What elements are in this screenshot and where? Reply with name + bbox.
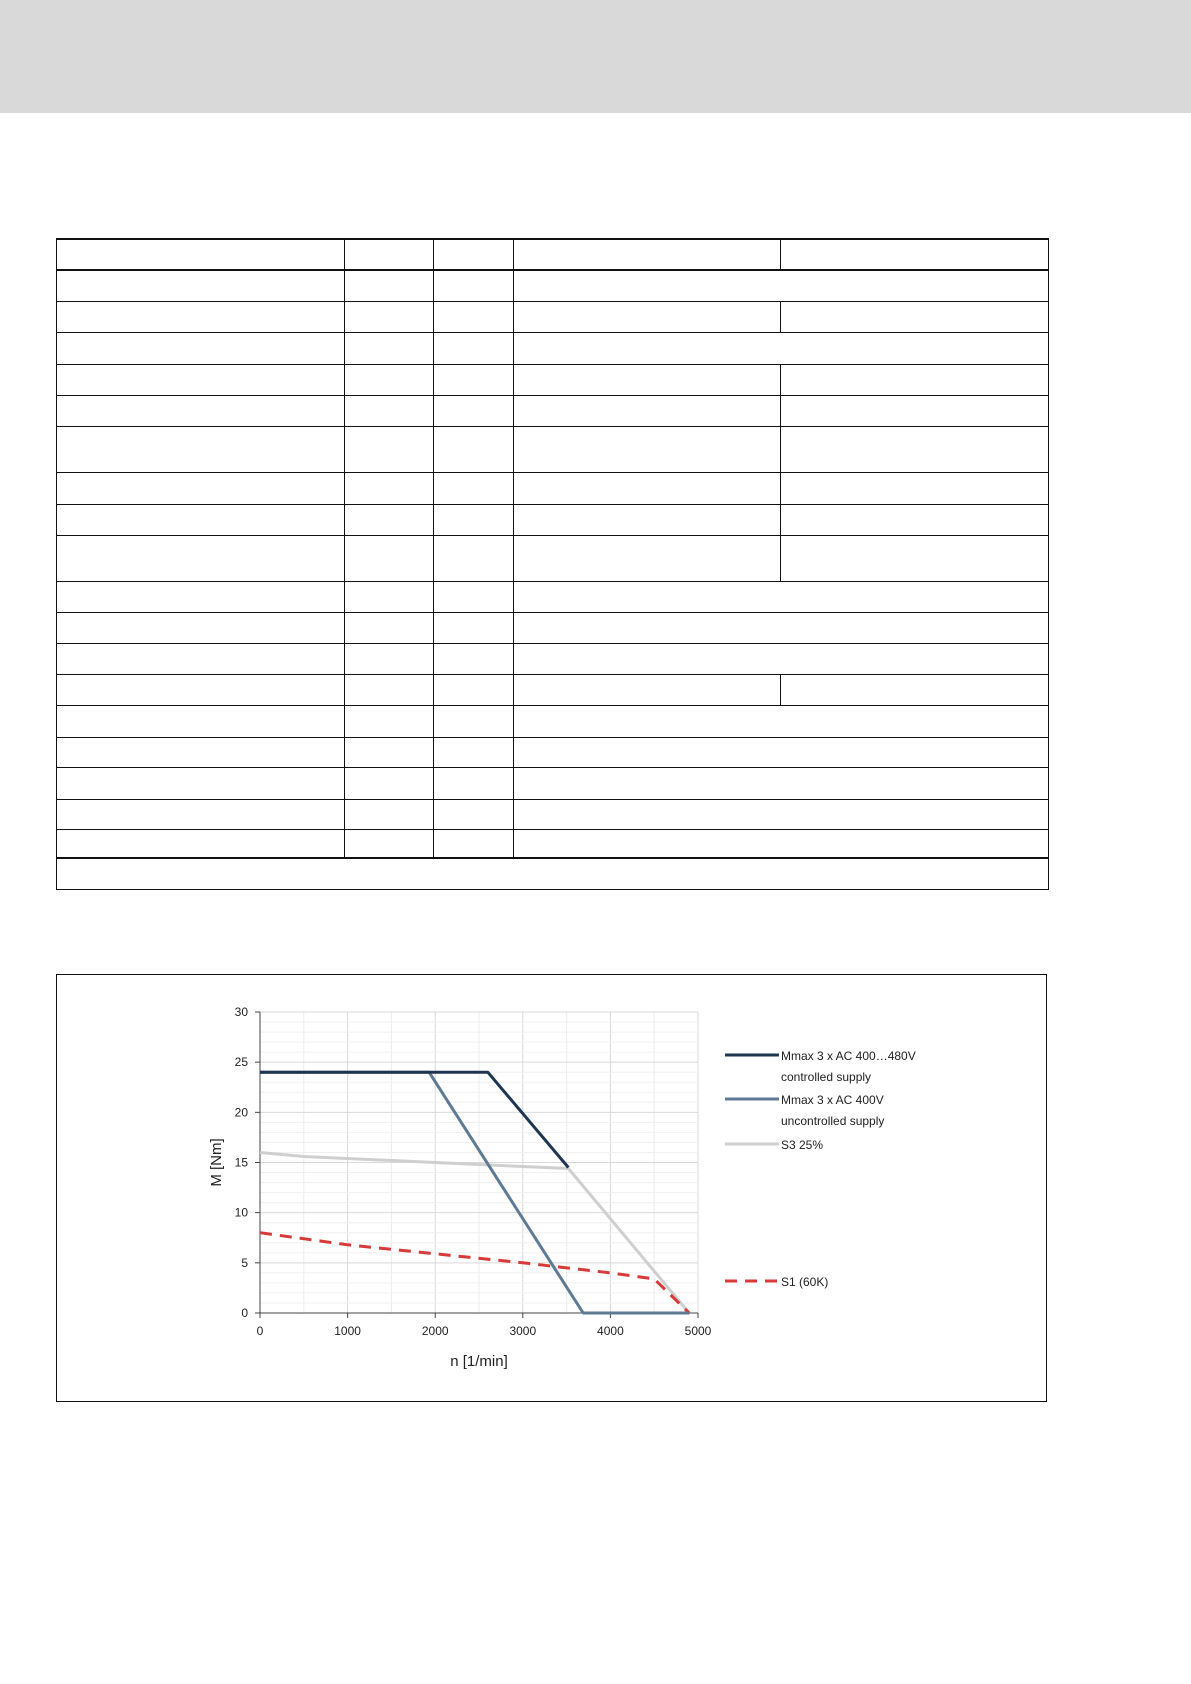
table-cell <box>57 332 345 364</box>
y-axis-label: M [Nm] <box>208 1138 225 1187</box>
series-line <box>260 1072 568 1167</box>
table-cell <box>514 270 1049 301</box>
y-tick-label: 5 <box>241 1255 248 1270</box>
table-cell <box>781 239 1049 270</box>
table-cell <box>514 674 781 705</box>
table-row <box>57 829 1049 858</box>
table-cell <box>514 737 1049 767</box>
table-cell <box>514 301 781 332</box>
table-cell <box>781 426 1049 472</box>
table-cell <box>57 858 1049 889</box>
table-cell <box>345 270 434 301</box>
table-cell <box>345 799 434 829</box>
legend-entry: Mmax 3 x AC 400…480V <box>781 1049 916 1063</box>
table-row <box>57 364 1049 395</box>
y-tick-label: 15 <box>234 1155 248 1170</box>
table-row <box>57 239 1049 270</box>
table-row <box>57 535 1049 581</box>
x-tick-label: 1000 <box>334 1324 361 1338</box>
table-row <box>57 332 1049 364</box>
y-tick-label: 25 <box>234 1055 248 1070</box>
table-cell <box>781 472 1049 504</box>
table-cell <box>781 364 1049 395</box>
table-row <box>57 799 1049 829</box>
page-header-band <box>0 0 1191 113</box>
table-cell <box>57 643 345 674</box>
table-cell <box>434 504 514 535</box>
table-cell <box>514 767 1049 799</box>
table-cell <box>514 332 1049 364</box>
table-row <box>57 395 1049 426</box>
table-cell <box>514 799 1049 829</box>
table-cell <box>345 829 434 858</box>
table-cell <box>434 472 514 504</box>
table-cell <box>434 239 514 270</box>
table-cell <box>434 829 514 858</box>
legend-entry: S1 (60K) <box>781 1275 829 1289</box>
y-tick-label: 10 <box>234 1205 248 1220</box>
x-tick-label: 4000 <box>597 1324 624 1338</box>
torque-speed-chart-frame <box>56 974 1047 1402</box>
table-row <box>57 504 1049 535</box>
table-cell <box>434 301 514 332</box>
y-tick-label: 0 <box>241 1306 248 1320</box>
table-cell <box>434 767 514 799</box>
x-tick-label: 5000 <box>684 1324 712 1338</box>
y-tick-label: 20 <box>234 1105 248 1120</box>
table-row <box>57 581 1049 612</box>
table-cell <box>434 737 514 767</box>
torque-speed-chart <box>57 975 1048 1403</box>
y-tick-label: 30 <box>234 1005 248 1019</box>
table-row <box>57 858 1049 889</box>
table-cell <box>345 364 434 395</box>
table-cell <box>57 395 345 426</box>
table-cell <box>345 239 434 270</box>
table-cell <box>345 426 434 472</box>
table-cell <box>434 426 514 472</box>
table-row <box>57 705 1049 737</box>
table-row <box>57 737 1049 767</box>
table-cell <box>57 737 345 767</box>
table-cell <box>514 472 781 504</box>
table-cell <box>514 705 1049 737</box>
table-cell <box>781 301 1049 332</box>
table-cell <box>434 674 514 705</box>
table-cell <box>345 535 434 581</box>
table-cell <box>781 395 1049 426</box>
x-tick-label: 2000 <box>421 1324 449 1338</box>
table-cell <box>434 643 514 674</box>
table-cell <box>345 705 434 737</box>
table-cell <box>514 504 781 535</box>
table-cell <box>345 504 434 535</box>
table-cell <box>514 581 1049 612</box>
table-row <box>57 301 1049 332</box>
table-cell <box>345 581 434 612</box>
table-cell <box>781 674 1049 705</box>
table-cell <box>57 472 345 504</box>
table-cell <box>514 643 1049 674</box>
table-cell <box>514 829 1049 858</box>
table-cell <box>514 395 781 426</box>
table-cell <box>781 535 1049 581</box>
x-tick-label: 3000 <box>509 1324 537 1338</box>
table-row <box>57 472 1049 504</box>
table-cell <box>345 612 434 643</box>
table-cell <box>345 674 434 705</box>
legend-entry: controlled supply <box>781 1070 872 1084</box>
spec-table <box>56 238 1049 890</box>
table-cell <box>57 767 345 799</box>
table-cell <box>434 705 514 737</box>
table-cell <box>345 643 434 674</box>
table-cell <box>57 829 345 858</box>
table-cell <box>434 799 514 829</box>
table-cell <box>57 270 345 301</box>
table-row <box>57 643 1049 674</box>
table-cell <box>57 581 345 612</box>
x-axis-label: n [1/min] <box>450 1353 508 1370</box>
table-cell <box>514 426 781 472</box>
table-cell <box>57 612 345 643</box>
table-cell <box>57 674 345 705</box>
legend-entry: Mmax 3 x AC 400V <box>781 1093 884 1107</box>
table-cell <box>57 705 345 737</box>
table-cell <box>57 504 345 535</box>
table-cell <box>57 799 345 829</box>
table-cell <box>514 612 1049 643</box>
table-cell <box>514 364 781 395</box>
table-row <box>57 674 1049 705</box>
table-cell <box>57 301 345 332</box>
table-cell <box>57 239 345 270</box>
table-cell <box>57 426 345 472</box>
table-cell <box>345 301 434 332</box>
table-cell <box>345 395 434 426</box>
table-cell <box>781 504 1049 535</box>
x-tick-label: 0 <box>256 1324 264 1338</box>
table-cell <box>434 270 514 301</box>
table-cell <box>434 364 514 395</box>
legend-entry: uncontrolled supply <box>781 1114 885 1128</box>
table-cell <box>57 364 345 395</box>
table-cell <box>345 332 434 364</box>
table-cell <box>434 581 514 612</box>
table-cell <box>345 737 434 767</box>
table-cell <box>434 395 514 426</box>
table-row <box>57 612 1049 643</box>
table-cell <box>345 472 434 504</box>
table-cell <box>434 332 514 364</box>
table-cell <box>434 535 514 581</box>
table-cell <box>514 535 781 581</box>
table-row <box>57 767 1049 799</box>
table-row <box>57 426 1049 472</box>
table-row <box>57 270 1049 301</box>
table-cell <box>57 535 345 581</box>
table-cell <box>434 612 514 643</box>
legend-entry: S3 25% <box>781 1138 824 1152</box>
table-cell <box>514 239 781 270</box>
table-cell <box>345 767 434 799</box>
